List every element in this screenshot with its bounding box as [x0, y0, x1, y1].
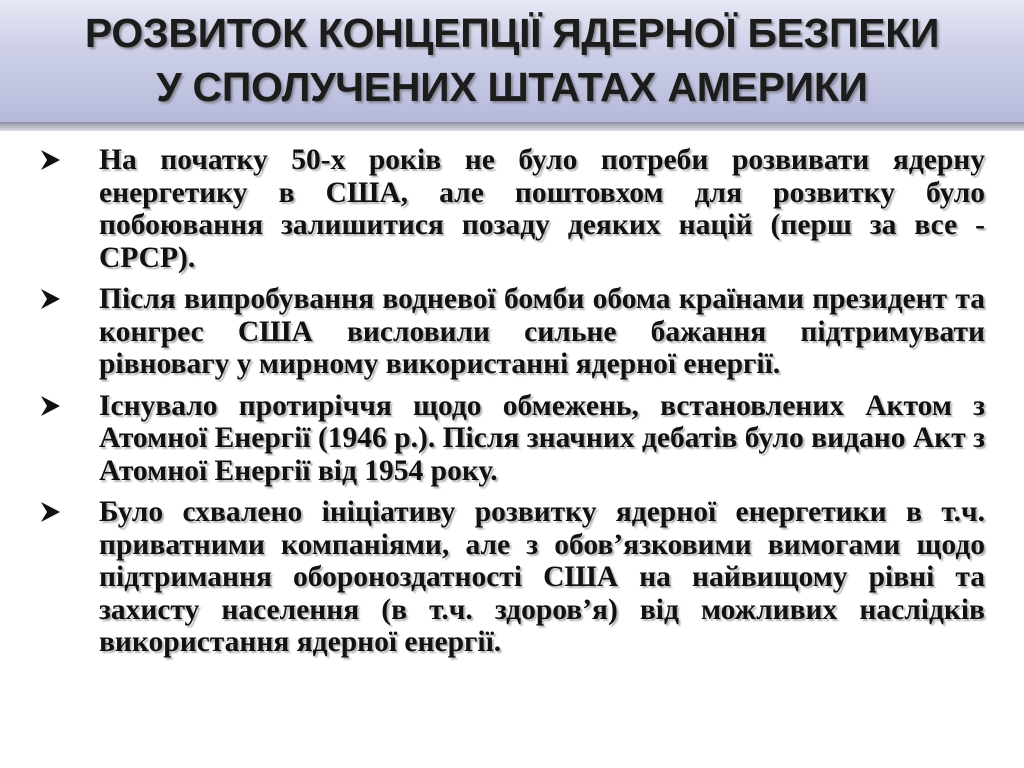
bullet-item: [0, 283, 1024, 381]
bullet-text: Після випробування водневої бомби обома країнами президент та конгрес США висловили сильне бажання підтримувати рівновагу у мирному використанні ядерної енергії.: [99, 283, 985, 380]
bullet-item: [0, 496, 1024, 659]
bullet-list: [0, 144, 1024, 668]
title-divider: [0, 122, 1024, 131]
arrowhead-bullet-icon: [38, 287, 62, 311]
arrowhead-bullet-icon: [38, 500, 62, 524]
slide-title-line-1: РОЗВИТОК КОНЦЕПЦІЇ ЯДЕРНОЇ БЕЗПЕКИ: [84, 10, 940, 56]
bullet-text: Існувало протиріччя щодо обмежень, встановлених Актом з Атомної Енергії (1946 р.). Після значних дебатів було видано Акт з Атомної Енергії від 1954 року.: [99, 389, 985, 487]
bullet-item: [0, 144, 1024, 274]
bullet-text: На початку 50-х років не було потреби розвивати ядерну енергетику в США, але поштовхом для розвитку було побоювання залишитися позаду деяких націй (перш за все - СРСР).: [99, 144, 985, 274]
slide-title: [0, 6, 1024, 114]
bullet-item: [0, 390, 1024, 488]
slide-title-line-2: У СПОЛУЧЕНИХ ШТАТАХ АМЕРИКИ: [156, 64, 868, 110]
arrowhead-bullet-icon: [38, 148, 62, 172]
bullet-text: Було схвалено ініціативу розвитку ядерної енергетики в т.ч. приватними компаніями, але з обов’язковими вимогами щодо підтримання обороноздатності США на найвищому рівні та захисту населення (в т.ч. здоров’я) від можливих наслідків використання ядерної енергії.: [99, 496, 985, 658]
arrowhead-bullet-icon: [38, 394, 62, 418]
